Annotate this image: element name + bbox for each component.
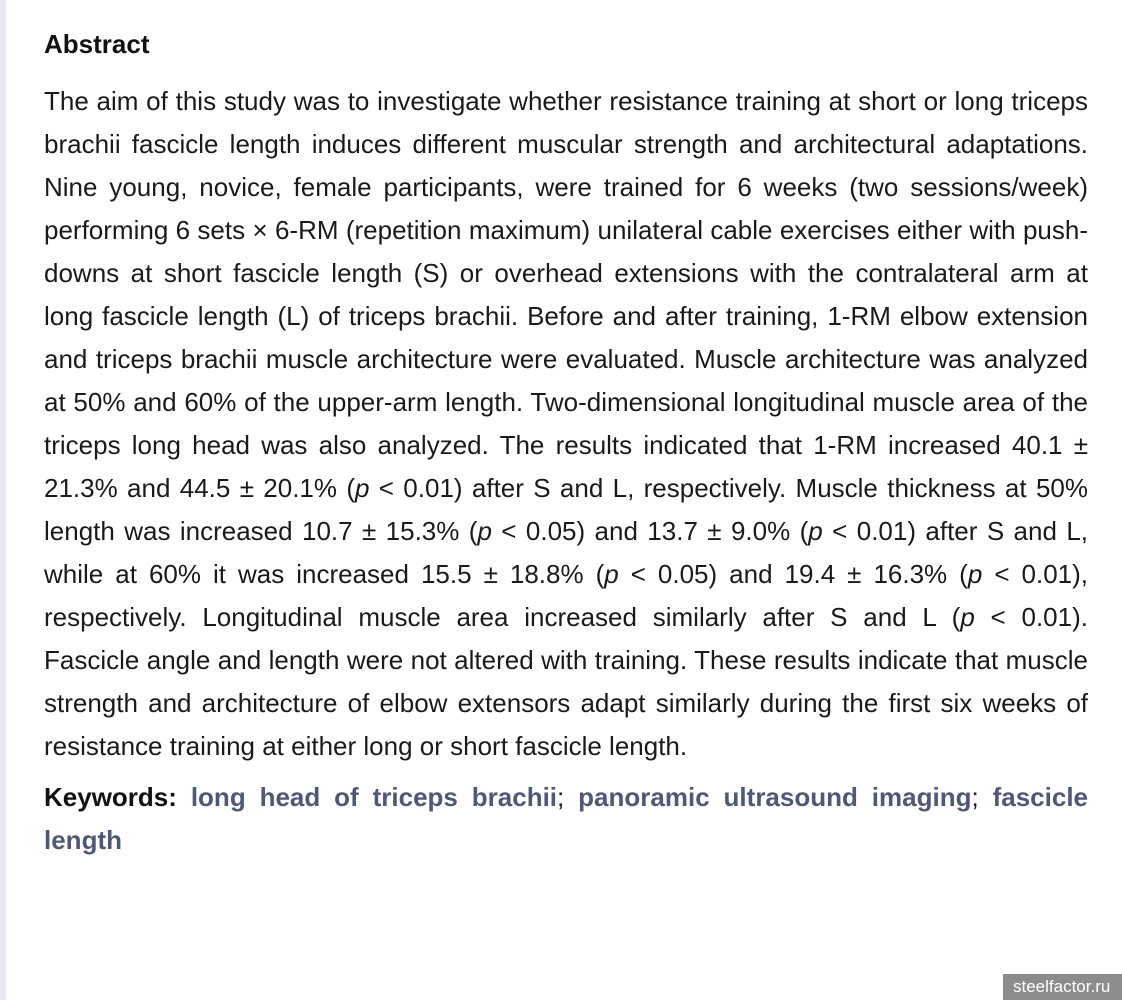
p-value-symbol: p [960, 602, 975, 632]
keywords-label: Keywords: [44, 782, 177, 812]
abstract-heading: Abstract [44, 29, 150, 59]
abstract-text-segment: < 0.01) after S and L, while at 60% it was increased 15.5 ± 18.8% ( [44, 516, 1089, 589]
abstract-text-segment: < 0.05) and 19.4 ± 16.3% ( [618, 559, 968, 589]
left-border [0, 0, 6, 1000]
abstract-text-segment: < 0.01). Fascicle angle and length were not altered with training. These results indicate that muscle strength and architecture of elbow extensors adapt similarly during the first six weeks of resistance training at either long or short fascicle length. [44, 602, 1088, 761]
keyword-link-triceps[interactable]: long head of triceps brachii [190, 782, 558, 812]
abstract-section [44, 26, 1088, 862]
keyword-link-ultrasound[interactable]: panoramic ultrasound imaging [578, 782, 972, 812]
p-value-symbol: p [477, 516, 492, 546]
abstract-text-segment: < 0.01) after S and L, respectively. Muscle thickness at 50% length was increased 10.7 ± 15.3% ( [44, 473, 1088, 546]
p-value-symbol: p [604, 559, 619, 589]
keyword-separator: ; [557, 782, 565, 812]
keywords-line [44, 776, 1088, 862]
p-value-symbol: p [808, 516, 823, 546]
site-watermark: steelfactor.ru [1003, 974, 1122, 1000]
abstract-text-segment: < 0.01), respectively. Longitudinal muscle area increased similarly after S and L ( [44, 559, 1088, 632]
abstract-text-segment: < 0.05) and 13.7 ± 9.0% ( [491, 516, 809, 546]
abstract-text [44, 80, 1088, 768]
p-value-symbol: p [967, 559, 983, 589]
abstract-text-segment: The aim of this study was to investigate whether resistance training at short or long triceps brachii fascicle length induces different muscular strength and architectural adaptations. Nine young, novice, female participants, were trained for 6 weeks (two sessions/week) performing 6 sets × 6-RM (repetition maximum) unilateral cable exercises either with push-downs at short fascicle length (S) or overhead extensions with the contralateral arm at long fascicle length (L) of triceps brachii. Before and after training, 1-RM elbow extension and triceps brachii muscle architecture were evaluated. Muscle architecture was analyzed at 50% and 60% of the upper-arm length. Two-dimensional longitudinal muscle area of the triceps long head was also analyzed. The results indicated that 1-RM increased 40.1 ± 21.3% and 44.5 ± 20.1% ( [44, 86, 1088, 503]
keyword-separator: ; [971, 782, 979, 812]
p-value-symbol: p [355, 473, 370, 503]
keyword-link-fascicle[interactable]: fascicle length [44, 782, 1088, 855]
